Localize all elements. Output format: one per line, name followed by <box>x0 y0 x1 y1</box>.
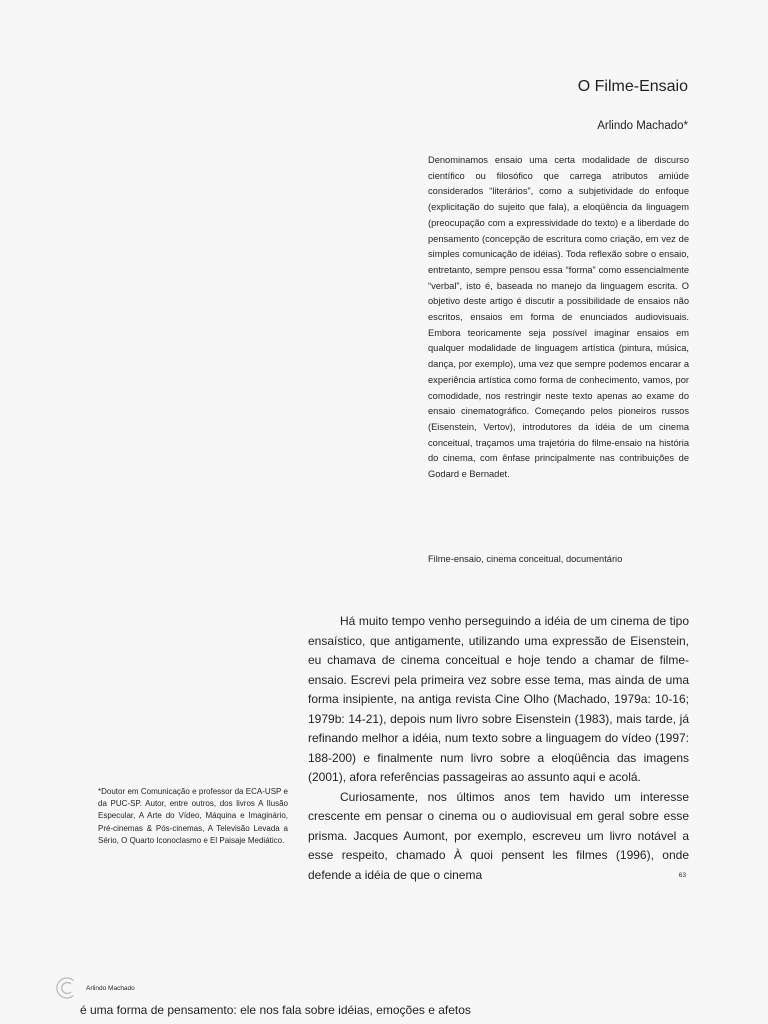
keywords: Filme-ensaio, cinema conceitual, documentário <box>428 554 623 564</box>
body-paragraph: Há muito tempo venho perseguindo a idéia de um cinema de tipo ensaístico, que antigamente, utilizando uma expressão de Eisenstein, eu chamava de cinema conceitual e hoje tendo a chamar de filme-ensaio. Escrevi pela primeira vez sobre esse tema, mas ainda de uma forma insipiente, na antiga revista Cine Olho (Machado, 1979a: 10-16; 1979b: 14-21), depois num livro sobre Eisenstein (1983), mais tarde, já refinando melhor a idéia, num texto sobre a linguagem do vídeo (1997: 188-200) e finalmente num livro sobre a eloqüência das imagens (2001), afora referências passageiras ao assunto aqui e acolá. <box>308 614 689 784</box>
author-name: Arlindo Machado* <box>597 120 688 132</box>
page-title: O Filme-Ensaio <box>577 78 688 95</box>
abstract: Denominamos ensaio uma certa modalidade de discurso científico ou filosófico que carrega atributos amiúde considerados “literários”, como a subjetividade do enfoque (explicitação do sujeito que fala), a eloqüência da linguagem (preocupação com a expressividade do texto) e a liberdade do pensamento (concepção de escritura como criação, em vez de simples comunicação de idéias). Toda reflexão sobre o ensaio, entretanto, sempre pensou essa “forma” como essencialmente “verbal”, isto é, baseada no manejo da linguagem escrita. O objetivo deste artigo é discutir a possibilidade de ensaios não escritos, ensaios em forma de enunciados audiovisuais. Embora teoricamente seja possível imaginar ensaios em qualquer modalidade de linguagem artística (pintura, música, dança, por exemplo), uma vez que sempre podemos encarar a experiência artística como forma de conhecimento, vamos, por comodidade, nos restringir neste texto apenas ao exame do ensaio cinematográfico. Começando pelos pioneiros russos (Eisenstein, Vertov), introdutores da idéia de um cinema conceitual, traçamos uma trajetória do filme-ensaio na história do cinema, com ênfase principalmente nas contribuições de Godard e Bernadet. <box>428 155 689 480</box>
body-paragraph: Curiosamente, nos últimos anos tem havido um interesse crescente em pensar o cinema ou o audiovisual em geral sobre esse prisma. Jacques Aumont, por exemplo, escreveu um livro notável a esse respeito, chamado À quoi pensent les filmes (1996), onde defende a idéia de que o cinema <box>308 789 689 882</box>
circle-c-logo-icon <box>55 976 79 1000</box>
next-page-text: é uma forma de pensamento: ele nos fala sobre idéias, emoções e afetos <box>80 1003 471 1017</box>
author-footnote: *Doutor em Comunicação e professor da ECA-USP e da PUC-SP. Autor, entre outros, dos livros A Ilusão Especular, A Arte do Vídeo, Máquina e Imaginário, Pré-cinemas & Pós-cinemas, A Televisão Levada a Sério, O Quarto Iconoclasmo e El Paisaje Mediático. <box>98 787 288 845</box>
footer-author: Arlindo Machado <box>86 985 135 992</box>
page-number: 63 <box>678 872 686 879</box>
article-body <box>308 612 689 885</box>
